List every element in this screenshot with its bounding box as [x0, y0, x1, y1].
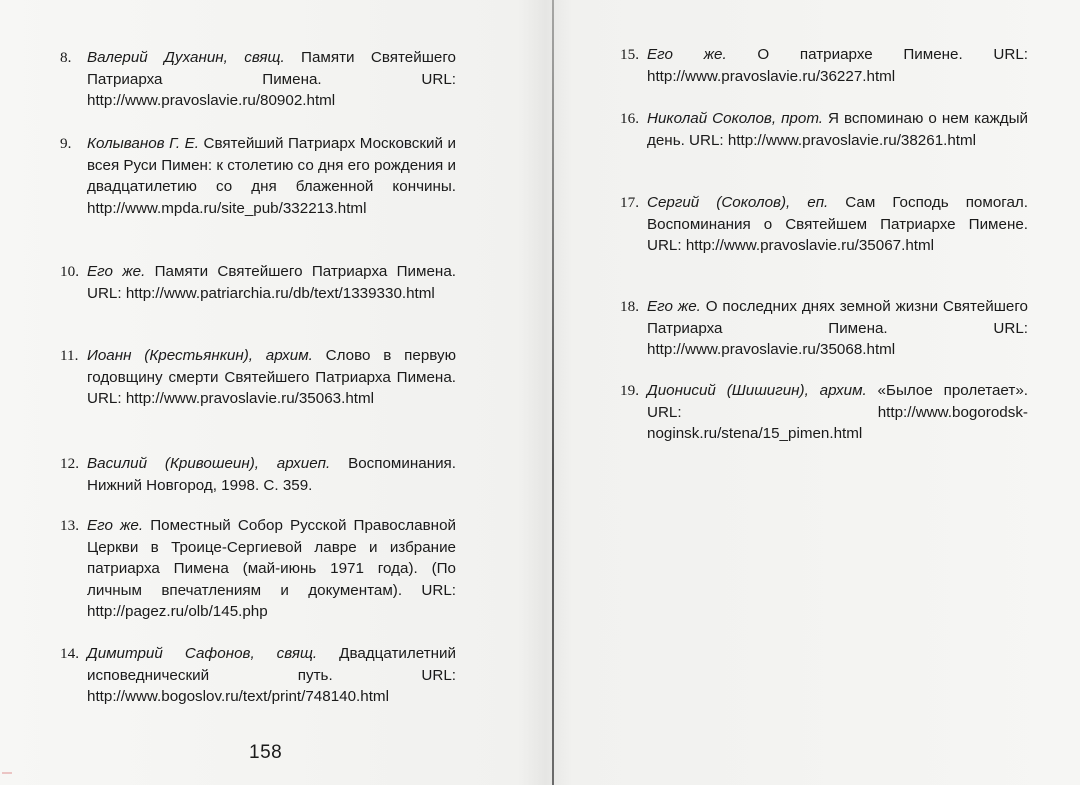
footnote-body: О патриархе Пимене. URL: http://www.pravoslavie.ru/36227.html [647, 46, 1029, 85]
footnote-number: 9. [60, 135, 72, 152]
footnote-author: Сергий (Соколов), еп. [647, 194, 829, 211]
footnote-number: 17. [620, 194, 639, 211]
footnote-text [647, 108, 1028, 151]
footnote-body: Я вспоминаю о нем каждый день. URL: http://www.pravoslavie.ru/38261.html [647, 110, 1028, 149]
footnote-author: Иоанн (Крестьянкин), архим. [87, 347, 313, 364]
footnote-author: Его же. [87, 517, 144, 534]
footnote-body: Поместный Собор Русской Православной Церкви в Троице-Сергиевой лавре и избрание патриарха Пимена (май-июнь 1971 года). (По личным впечатлениям и документам). URL: http://pagez.ru/olb/145.php [87, 517, 456, 621]
footnote-body: Сам Господь помогал. Воспоминания о Святейшем Патриархе Пимене. URL: http://www.pravoslavie.ru/35067.html [647, 194, 1028, 255]
footnote-number: 12. [60, 455, 79, 472]
footnote-entry [60, 515, 456, 623]
scan-mark [2, 772, 12, 774]
footnote-author: Валерий Духанин, свящ. [87, 49, 285, 66]
footnote-entry [60, 643, 456, 708]
footnote-body: Воспоминания. Нижний Новгород, 1998. С. 359. [87, 455, 457, 494]
footnote-entry [60, 47, 456, 112]
footnote-author: Колыванов Г. Е. [87, 135, 199, 152]
footnote-body: Святейший Патриарх Московский и всея Руси Пимен: к столетию со дня его рождения и двадцатилетию со дня блаженной кончины. http://www.mpda.ru/site_pub/332213.html [87, 135, 457, 217]
footnote-text [87, 515, 456, 623]
footnote-author: Димитрий Сафонов, свящ. [87, 645, 318, 662]
footnote-body: Памяти Святейшего Патриарха Пимена. URL: http://www.pravoslavie.ru/80902.html [87, 49, 456, 110]
footnote-text [87, 643, 456, 708]
footnote-author: Его же. [647, 46, 727, 63]
footnote-number: 19. [620, 382, 639, 399]
footnote-entry [620, 192, 1028, 257]
footnote-body: Памяти Святейшего Патриарха Пимена. URL: http://www.patriarchia.ru/db/text/1339330.html [87, 263, 456, 302]
footnote-number: 15. [620, 46, 639, 63]
footnote-entry [620, 44, 1028, 87]
footnote-author: Василий (Кривошеин), архиеп. [87, 455, 331, 472]
footnote-entry [60, 133, 456, 219]
footnote-text [87, 261, 456, 304]
footnote-entry [620, 108, 1028, 151]
footnote-entry [620, 380, 1028, 445]
footnote-text [647, 296, 1028, 361]
page-number: 158 [249, 742, 283, 763]
footnote-text [87, 133, 456, 219]
footnote-number: 13. [60, 517, 79, 534]
footnote-author: Его же. [87, 263, 146, 280]
footnote-body: «Былое пролетает». URL: http://www.bogorodsk-noginsk.ru/stena/15_pimen.html [647, 382, 1028, 443]
footnote-author: Дионисий (Шишигин), архим. [647, 382, 867, 399]
footnote-body: Двадцатилетний исповеднический путь. URL: http://www.bogoslov.ru/text/print/748140.html [87, 645, 457, 706]
footnote-body: Слово в первую годовщину смерти Святейшего Патриарха Пимена. URL: http://www.pravoslavie.ru/35063.html [87, 347, 456, 408]
footnote-number: 18. [620, 298, 639, 315]
footnote-number: 16. [620, 110, 639, 127]
footnote-entry [620, 296, 1028, 361]
footnote-author: Николай Соколов, прот. [647, 110, 824, 127]
footnote-body: О последних днях земной жизни Святейшего Патриарха Пимена. URL: http://www.pravoslavie.ru/35068.html [647, 298, 1029, 359]
footnote-entry [60, 453, 456, 496]
footnote-number: 14. [60, 645, 79, 662]
footnote-text [87, 47, 456, 112]
footnote-entry [60, 345, 456, 410]
footnote-author: Его же. [647, 298, 701, 315]
footnote-entry [60, 261, 456, 304]
footnote-text [647, 44, 1028, 87]
right-page [554, 0, 1080, 785]
footnote-number: 8. [60, 49, 72, 66]
footnote-text [647, 380, 1028, 445]
footnote-text [87, 345, 456, 410]
footnote-number: 10. [60, 263, 79, 280]
footnote-number: 11. [60, 347, 79, 364]
footnote-text [87, 453, 456, 496]
footnote-text [647, 192, 1028, 257]
